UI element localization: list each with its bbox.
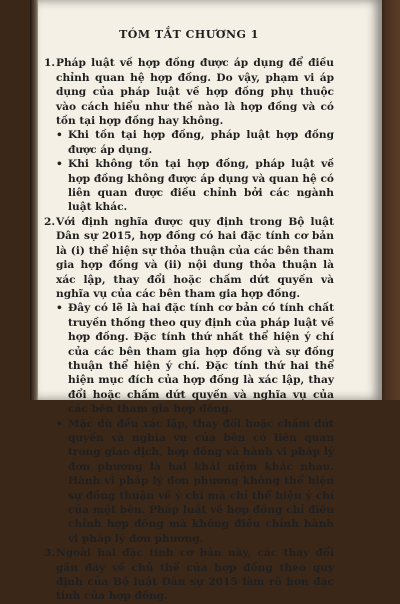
point-text: Ngoài hai đặc tính cơ bản này, các thay đổi gần đây về chủ thể của hợp đồng theo quy định của Bộ luật Dân sự 2015 làm rõ hơn đặc tính của hợp đồng. bbox=[56, 547, 334, 603]
point-text: Với định nghĩa được quy định trong Bộ luật Dân sự 2015, hợp đồng có hai đặc tính cơ bản là (i) thể hiện sự thỏa thuận của các bên tham gia hợp đồng và (ii) nội dung thỏa thuận là xác lập, thay đổi hoặc chấm dứt quyền và nghĩa vụ của các bên tham gia hợp đồng. bbox=[56, 215, 334, 300]
bullet-text: • Đây có lẽ là hai đặc tính cơ bản có tính chất truyền thống theo quy định của pháp luật về hợp đồng. Đặc tính thứ nhất thể hiện ý chí của các bên tham gia hợp đồng và sự đồng thuận thể hiện ý chí. Đặc tính thứ hai thể hiện mục đích của hợp đồng là xác lập, thay đổi hoặc chấm dứt quyền và nghĩa vụ của các bên tham gia hợp đồng. bbox=[68, 302, 334, 416]
summary-point-1 bbox=[44, 56, 334, 214]
point-number: 1. bbox=[44, 57, 56, 70]
point-bullets bbox=[56, 301, 334, 546]
bullet-item bbox=[56, 417, 334, 547]
summary-points bbox=[44, 56, 334, 603]
bullet-text: • Khi tồn tại hợp đồng, pháp luật hợp đồng được áp dụng. bbox=[68, 129, 334, 156]
bullet-item bbox=[56, 128, 334, 157]
point-bullets bbox=[56, 128, 334, 214]
chapter-summary-title: TÓM TẮT CHƯƠNG 1 bbox=[119, 28, 259, 41]
point-number: 3. bbox=[44, 547, 56, 560]
summary-point-3 bbox=[44, 546, 334, 604]
point-number: 2. bbox=[44, 215, 56, 228]
summary-point-2 bbox=[44, 215, 334, 546]
bullet-text: • Mặc dù đều xác lập, thay đổi hoặc chấm dứt quyền và nghĩa vụ của bên có liên quan trong giao dịch, hợp đồng và hành vi pháp lý đơn phương là hai khái niệm khác nhau. Hành vi pháp lý đơn phương không thể hiện sự đồng thuận về ý chí mà chỉ thể hiện ý chí của một bên. Pháp luật về hợp đồng chỉ điều chỉnh hợp đồng mà không điều chỉnh hành vi pháp lý đơn phương. bbox=[68, 417, 334, 545]
bullet-item bbox=[56, 301, 334, 416]
bullet-text: • Khi không tồn tại hợp đồng, pháp luật về hợp đồng không được áp dụng và quan hệ có liên quan được điều chỉnh bởi các ngành luật khác. bbox=[68, 158, 334, 214]
page-content bbox=[44, 28, 334, 604]
point-text: Pháp luật về hợp đồng được áp dụng để điều chỉnh quan hệ hợp đồng. Do vậy, phạm vi áp dụng của pháp luật về hợp đồng phụ thuộc vào cách hiểu như thế nào là hợp đồng và có tồn tại hợp đồng hay không. bbox=[56, 57, 334, 128]
bullet-item bbox=[56, 157, 334, 215]
